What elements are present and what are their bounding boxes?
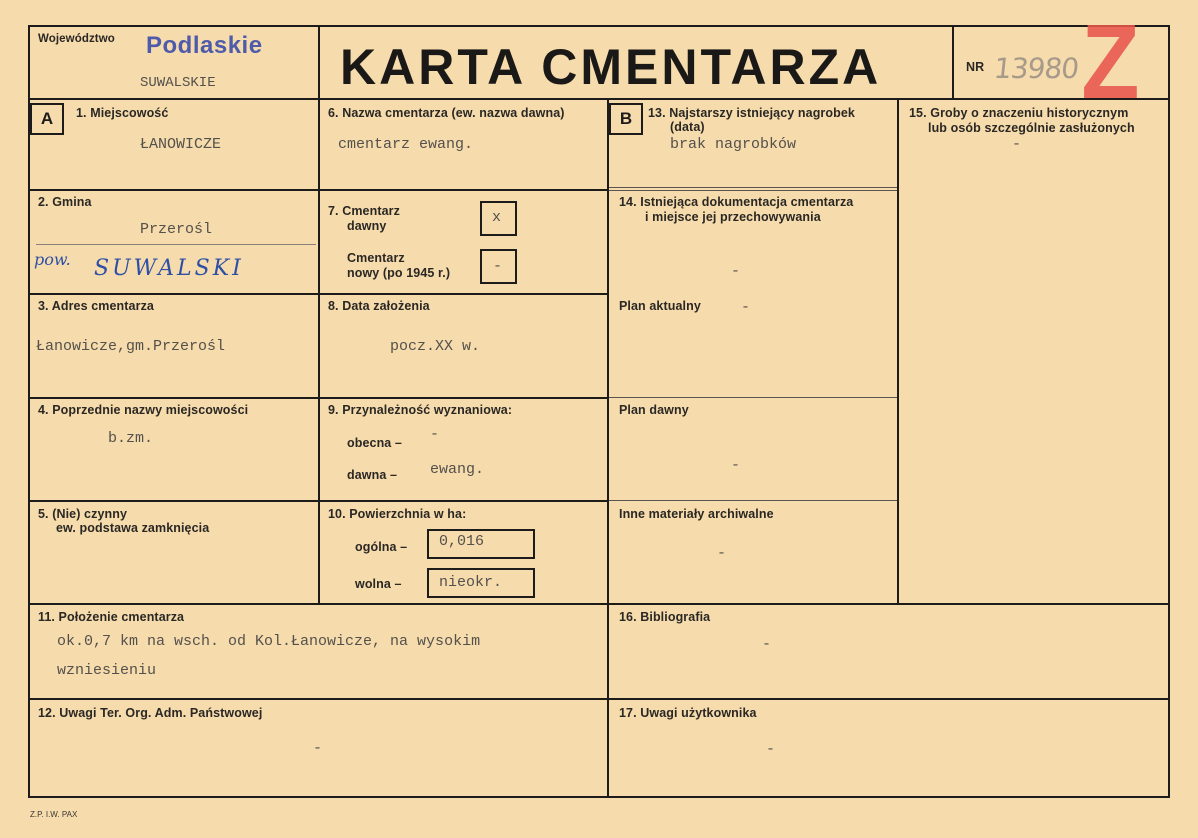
row-divider-5 [28,603,1170,605]
field-9-obecna-label: obecna – [347,436,402,450]
header-right-divider [952,25,954,100]
field-16-label: 16. Bibliografia [619,610,711,624]
row-divider-1 [28,189,609,191]
frame-bottom [28,796,1170,798]
field-9-dawna-label: dawna – [347,468,398,482]
field-11-value-2: wzniesieniu [57,662,157,679]
nr-value: 13980 [992,52,1080,85]
field-13-label-1: 13. Najstarszy istniejący nagrobek [648,106,855,120]
header-left-divider [318,25,320,100]
field-2-hand-value: SUWALSKI [94,256,244,281]
field-6-value: cmentarz ewang. [338,136,474,153]
col-divider-1 [318,98,320,604]
checkbox-dawny-value: x [492,209,502,226]
field-5-label-1: 5. (Nie) czynny [38,507,128,521]
gmina-separator [36,244,316,245]
field-2-label: 2. Gmina [38,195,92,209]
field-17-label: 17. Uwagi użytkownika [619,706,757,720]
section-a-letter: A [30,103,64,135]
field-7-dawny-label-2: dawny [347,219,387,233]
field-15-label-1: 15. Groby o znaczeniu historycznym [909,106,1129,120]
field-10-label: 10. Powierzchnia w ha: [328,507,467,521]
field-12-label: 12. Uwagi Ter. Org. Adm. Państwowej [38,706,263,720]
row-divider-3 [28,397,609,399]
plan-dawny-value: - [731,457,741,474]
field-13-label-2: (data) [670,120,705,134]
nr-label: NR [966,60,985,74]
field-7-dawny-label-1: 7. Cmentarz [328,204,400,218]
field-14-value: - [731,263,741,280]
field-12-value: - [313,740,323,757]
field-2-value: Przerośl [140,221,213,238]
row-divider-4 [28,500,609,502]
b-divider-2 [609,190,897,191]
checkbox-cmentarz-dawny[interactable] [480,201,517,236]
field-4-value: b.zm. [108,430,154,447]
b-divider-3 [609,397,897,398]
field-7-nowy-label-2: nowy (po 1945 r.) [347,266,451,280]
field-8-value: pocz.XX w. [390,338,481,355]
checkbox-nowy-value: - [493,258,503,275]
field-10-wolna-label: wolna – [355,577,402,591]
field-10-wolna-value: nieokr. [439,574,503,591]
field-9-dawna-value: ewang. [430,461,485,478]
plan-aktualny-value: - [741,299,751,316]
frame-top [28,25,1170,27]
field-5-label-2: ew. podstawa zamknięcia [56,521,210,535]
field-17-value: - [766,741,776,758]
field-1-label: 1. Miejscowość [76,106,169,120]
field-6-label: 6. Nazwa cmentarza (ew. nazwa dawna) [328,106,565,120]
field-7-nowy-label-1: Cmentarz [347,251,405,265]
plan-dawny-label: Plan dawny [619,403,689,417]
field-4-label: 4. Poprzednie nazwy miejscowości [38,403,249,417]
frame-left [28,25,30,798]
field-9-label: 9. Przynależność wyznaniowa: [328,403,513,417]
field-3-value: Łanowicze,gm.Przerośl [36,338,226,355]
field-11-value-1: ok.0,7 km na wsch. od Kol.Łanowicze, na wysokim [57,633,481,650]
plan-aktualny-label: Plan aktualny [619,299,701,313]
col-divider-3 [897,98,899,604]
section-b-letter: B [609,103,643,135]
field-14-label-1: 14. Istniejąca dokumentacja cmentarza [619,195,854,209]
field-10-wolna-box[interactable] [427,568,535,598]
header-divider [28,98,1170,100]
field-10-ogolna-label: ogólna – [355,540,408,554]
field-1-value: ŁANOWICZE [140,136,222,153]
field-14-label-2: i miejsce jej przechowywania [645,210,821,224]
wojewodztwo-label: Województwo [38,33,115,45]
field-10-ogolna-value: 0,016 [439,533,485,550]
col-divider-2 [607,98,609,798]
field-2-hand-pow: pow. [34,250,71,269]
checkbox-cmentarz-nowy[interactable] [480,249,517,284]
field-3-label: 3. Adres cmentarza [38,299,154,313]
row-divider-2 [28,293,609,295]
red-mark: Z [1081,3,1140,121]
field-11-label: 11. Położenie cmentarza [38,610,185,624]
frame-right [1168,25,1170,798]
printer-imprint: Z.P. I.W. PAX [30,810,78,819]
field-8-label: 8. Data założenia [328,299,430,313]
page-title: KARTA CMENTARZA [340,39,882,95]
wojewodztwo-stamp: Podlaskie [146,32,263,59]
b-divider-1 [609,187,897,188]
inne-materialy-value: - [717,545,727,562]
field-9-obecna-value: - [430,426,440,443]
field-16-value: - [762,636,772,653]
field-15-label-2: lub osób szczególnie zasłużonych [928,121,1135,135]
field-10-ogolna-box[interactable] [427,529,535,559]
b-divider-4 [609,500,897,501]
field-15-value: - [1012,136,1022,153]
wojewodztwo-typed: SUWALSKIE [140,75,216,91]
field-13-value: brak nagrobków [670,136,797,153]
row-divider-6 [28,698,1170,700]
inne-materialy-label: Inne materiały archiwalne [619,507,774,521]
